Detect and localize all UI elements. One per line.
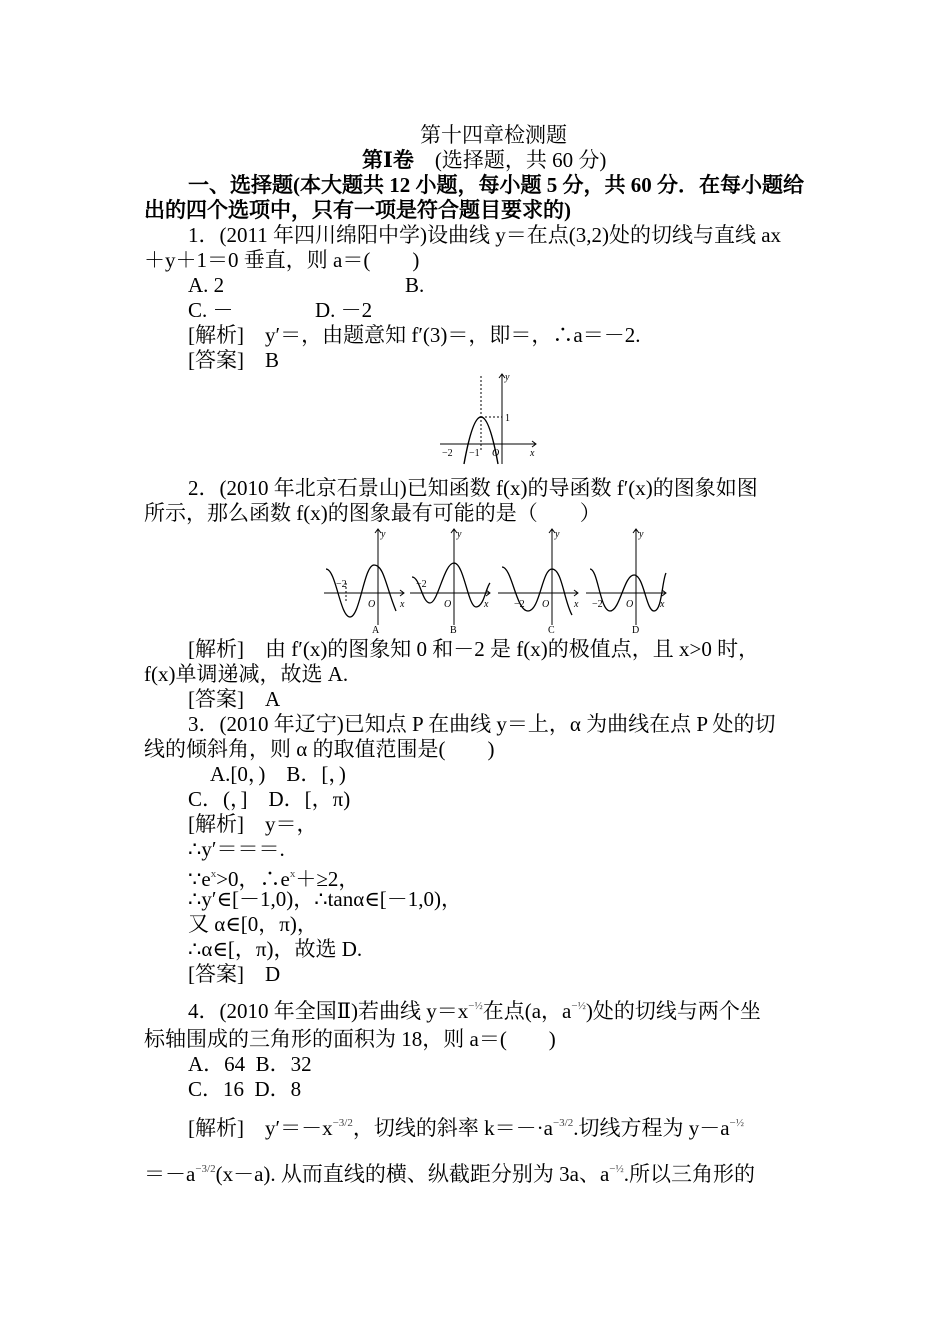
q3-solution-line4: ∴y′∈[－1,0)，∴tanα∈[－1,0)， (188, 887, 463, 911)
q2-choice-graphs (320, 525, 670, 637)
choice-c-label-neg2: −2 (514, 599, 525, 610)
section-heading-line1: 一、选择题(本大题共 12 小题，每小题 5 分，共 60 分．在每小题给 (188, 173, 804, 197)
choice-c-label-x: x (574, 599, 579, 610)
q3-options-cd: C．(，] D．[，π) (188, 787, 351, 811)
choice-c-letter: C (548, 625, 555, 636)
q3-answer: [答案] D (188, 962, 281, 986)
q3-stem-line1: 3．(2010 年辽宁)已知点 P 在曲线 y＝上，α 为曲线在点 P 处的切 (188, 712, 776, 736)
choice-b-letter: B (450, 625, 457, 636)
chapter-title: 第十四章检测题 (420, 123, 567, 147)
q4-solution-line1: [解析] $y'=-x^{-3/2}$，切线的斜率 $k=-\cdot a^{-3/2}$.切线方程为 $y-a^{-\frac{1}{2}}$ (188, 1116, 744, 1140)
q4-options-cd: C．16 D．8 (188, 1077, 302, 1101)
q2-stem-line2: 所示，那么函数 f(x)的图象最有可能的是（ ） (144, 501, 601, 525)
label-x: x (530, 448, 535, 459)
q2-stem-line1: 2．(2010 年北京石景山)已知函数 f(x)的导函数 f′(x)的图象如图 (188, 476, 758, 500)
choice-d-label-x: x (660, 599, 665, 610)
label-neg1: −1 (469, 448, 480, 459)
q2-solution-line1: [解析] 由 f′(x)的图象知 0 和－2 是 f(x)的极值点，且 x>0 时， (188, 637, 760, 661)
q4-solution-line2: $=-a^{-3/2}(x-a)$. 从而直线的横、纵截距分别为 3a、$a^{-\frac{1}{2}}$.所以三角形的 (144, 1162, 756, 1186)
q4-stem-line2: 标轴围成的三角形的面积为 18，则 a＝( ) (144, 1027, 556, 1051)
choice-a-graph (324, 529, 405, 636)
q2-answer: [答案] A (188, 687, 281, 711)
q1-answer: [答案] B (188, 348, 279, 372)
volume-heading (362, 147, 606, 173)
choice-c-graph (498, 529, 579, 636)
q1-option-c: C. － (188, 298, 234, 322)
choice-d-letter: D (632, 625, 640, 636)
volume-note: (选择题，共 60 分) (434, 148, 607, 172)
section-heading-line2: 出的四个选项中，只有一项是符合题目要求的) (144, 198, 571, 222)
q2-solution-line2: f(x)单调递减，故选 A. (144, 662, 349, 686)
q4-options-ab: A．64 B．32 (188, 1052, 312, 1076)
label-origin: O (492, 448, 500, 459)
choice-a-letter: A (372, 625, 380, 636)
choice-a-label-origin: O (368, 599, 376, 610)
q3-solution-line5: 又 α∈[0，π)， (188, 912, 318, 936)
choice-b-label-neg2: −2 (416, 579, 427, 590)
q1-option-a: A. 2 (188, 273, 225, 297)
choice-b-label-y: y (457, 529, 462, 540)
label-1: 1 (505, 413, 510, 424)
choice-c-label-y: y (555, 529, 560, 540)
q3-options-ab: A.[0，) B．[，) (210, 762, 346, 786)
q4-stem-line1: 4．(2010 年全国Ⅱ)若曲线 $y=x^{-\frac{1}{2}}$在点(a，$a^{-\frac{1}{2}}$)处的切线与两个坐 (188, 999, 761, 1023)
choice-d-label-y: y (639, 529, 644, 540)
volume-label: 第Ⅰ卷 (362, 148, 414, 172)
choice-a-label-neg2: −2 (336, 579, 347, 590)
q3-stem-line2: 线的倾斜角，则 α 的取值范围是( ) (144, 737, 495, 761)
q1-stem-line2: ＋y＋1＝0 垂直，则 a＝( ) (144, 248, 420, 272)
choice-b-graph (410, 529, 490, 636)
q1-derivative-graph (436, 372, 540, 468)
label-y: y (505, 372, 510, 383)
choice-b-label-origin: O (444, 599, 452, 610)
q3-solution-line6: ∴α∈[，π)，故选 D. (188, 937, 363, 961)
choice-d-graph (586, 529, 666, 636)
choice-d-label-origin: O (626, 599, 634, 610)
q3-solution-line1: [解析] y＝， (188, 812, 318, 836)
q3-solution-line2: ∴y′＝＝＝. (188, 837, 285, 861)
q3-solution-line3: $\because e^x>0$，$\therefore e^x+\ge 2$， (188, 867, 360, 891)
choice-a-label-x: x (400, 599, 405, 610)
choice-b-label-x: x (484, 599, 489, 610)
q1-option-b: B. (405, 273, 425, 297)
choice-d-label-neg2: −2 (592, 599, 603, 610)
q1-stem-line1: 1．(2011 年四川绵阳中学)设曲线 y＝在点(3,2)处的切线与直线 ax (188, 223, 782, 247)
label-neg2: −2 (442, 448, 453, 459)
q1-solution: [解析] y′＝，由题意知 f′(3)＝，即＝，∴a＝－2. (188, 323, 641, 347)
choice-a-label-y: y (381, 529, 386, 540)
choice-c-label-origin: O (542, 599, 550, 610)
q1-option-d: D. －2 (315, 298, 373, 322)
